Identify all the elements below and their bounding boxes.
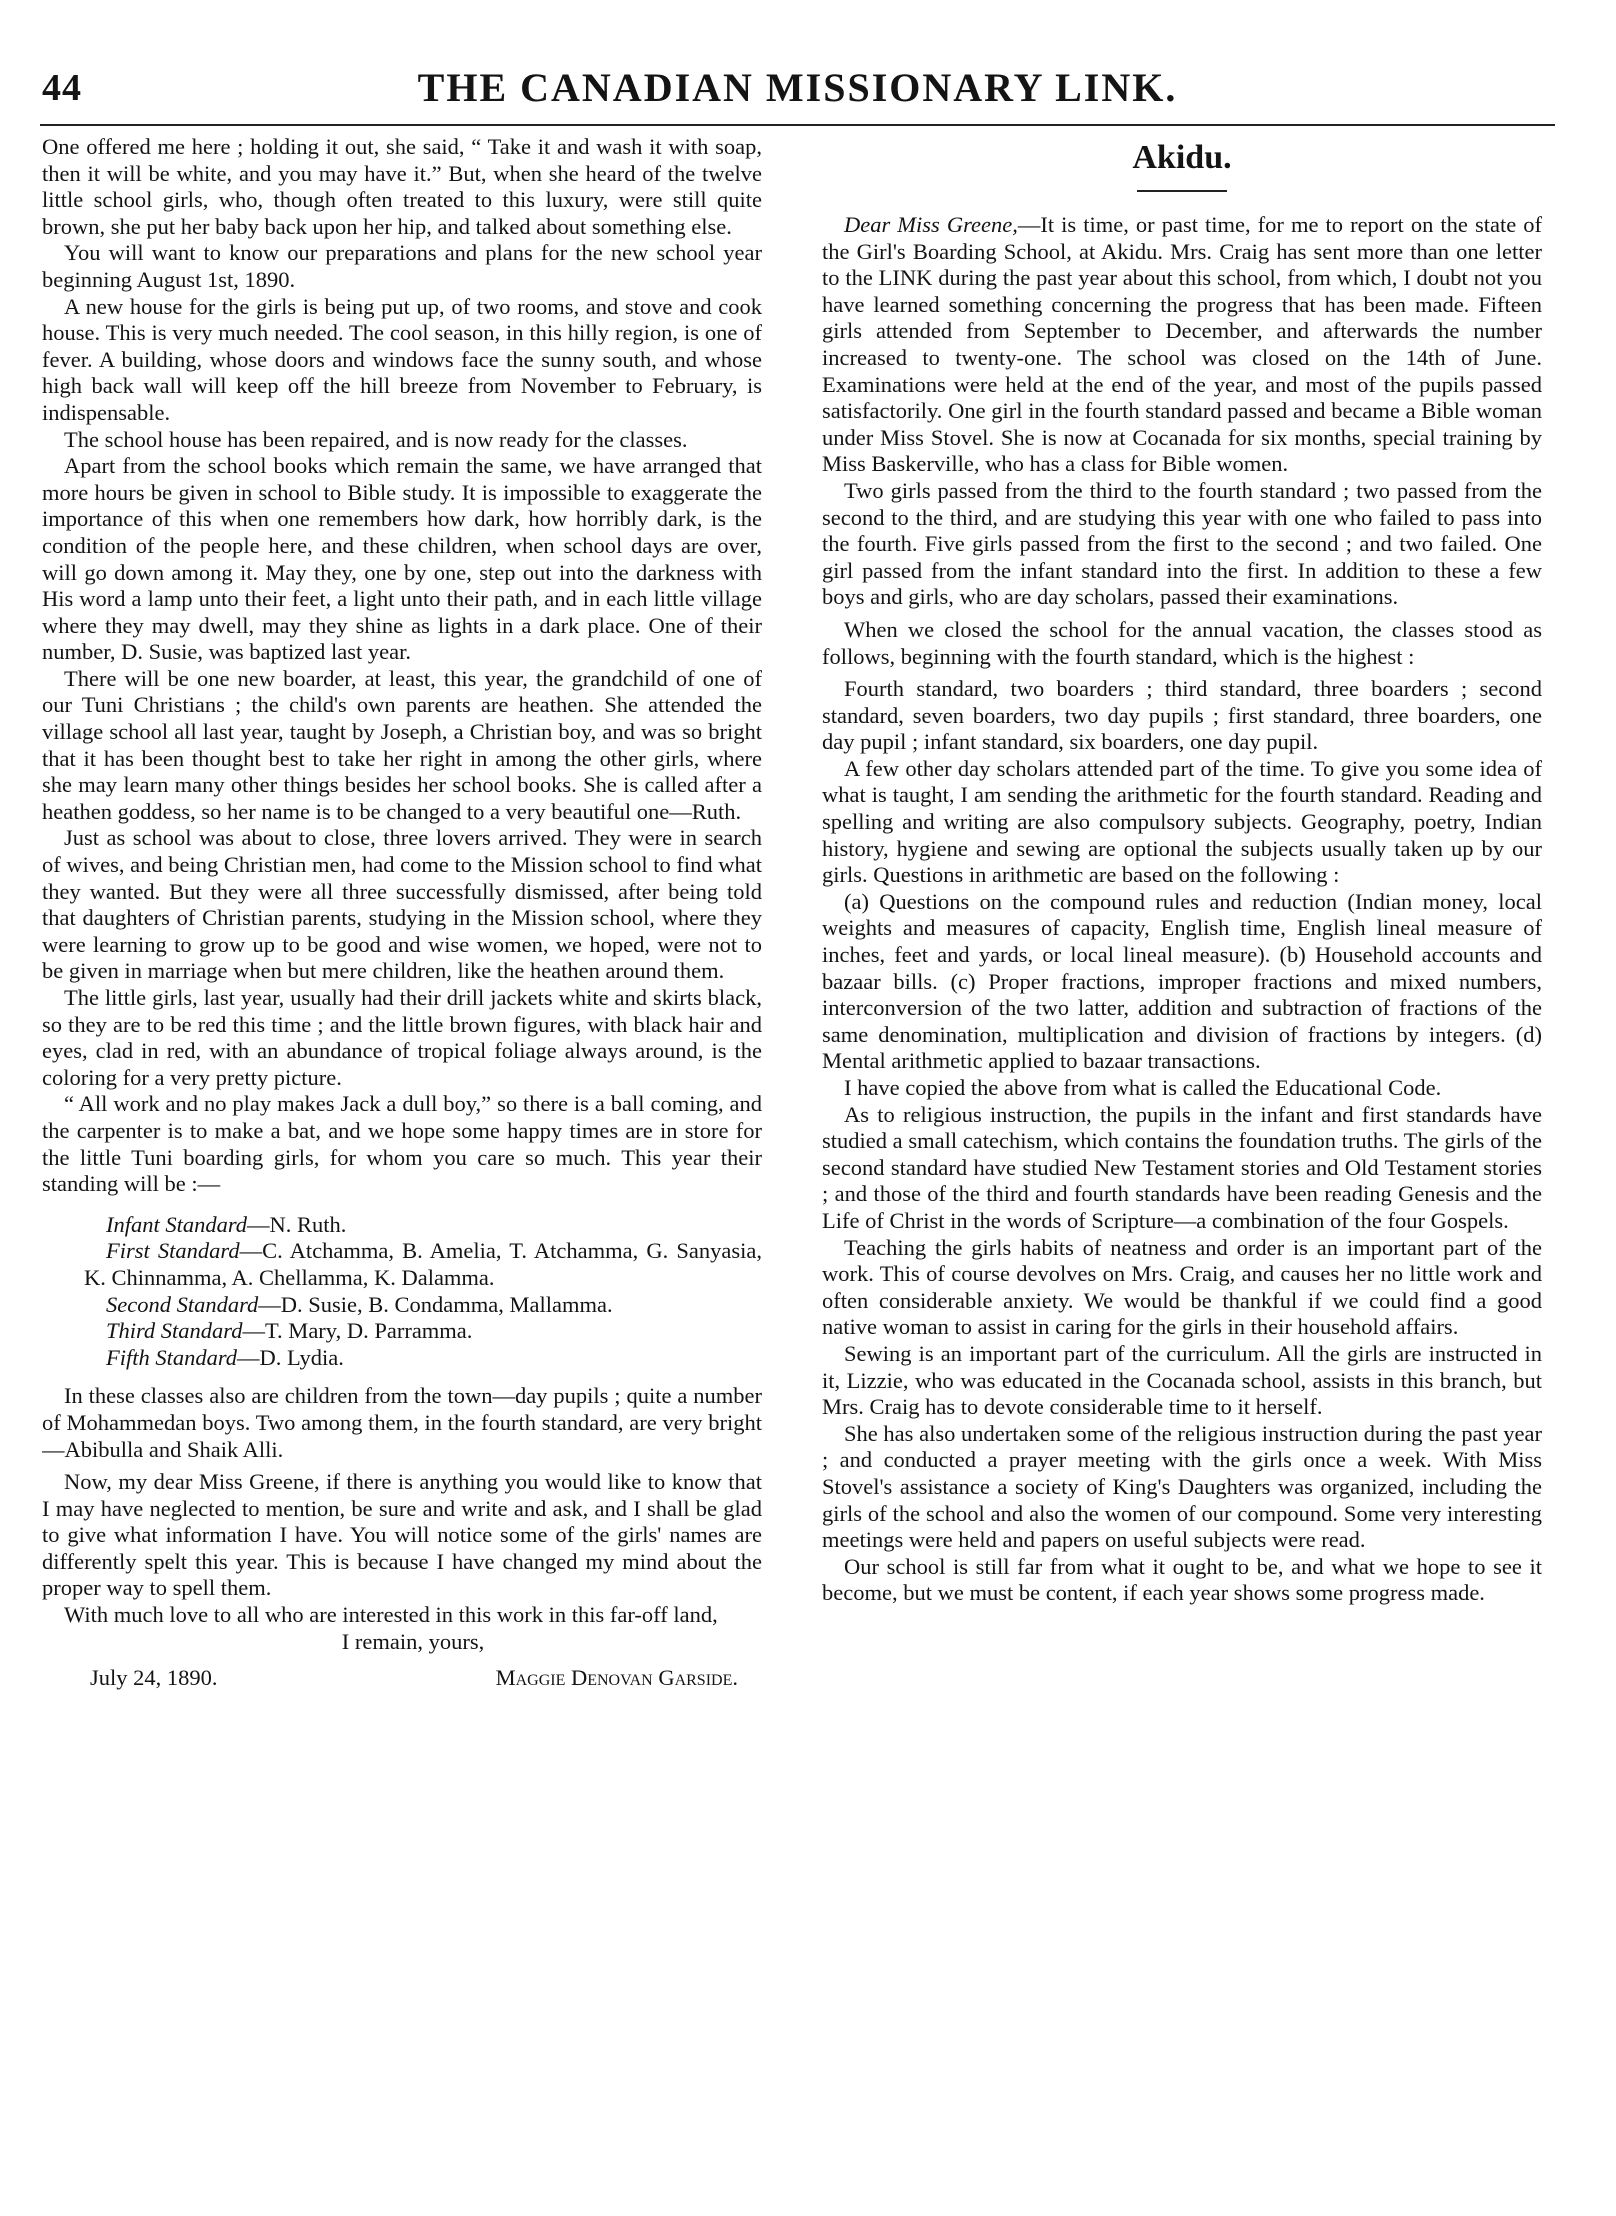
standing-names: —D. Susie, B. Condamma, Mallamma. [258, 1291, 613, 1317]
paragraph: (a) Questions on the compound rules and reduction (Indian money, local weights and measures of capacity, English time, English lineal measure of inches, feet and yards, or local lineal measure). (b) Household accounts and bazaar bills. (c) Proper fractions, improper fractions and mixed numbers, interconversion of the two latter, addition and subtraction of fractions of the same denomination, multiplication and division of fractions by integers. (d) Mental arithmetic applied to bazaar transactions. [822, 888, 1542, 1074]
paragraph: Now, my dear Miss Greene, if there is anything you would like to know that I may have neglected to mention, be sure and write and ask, and I shall be glad to give what information I have. You will notice some of the girls' names are differently spelt this year. This is because I have changed my mind about the proper way to spell them. [42, 1469, 762, 1601]
standing-line [42, 1345, 762, 1372]
paragraph [822, 212, 1542, 478]
article-title: Akidu. [1132, 139, 1232, 176]
paragraph: I have copied the above from what is called the Educational Code. [844, 1075, 1442, 1100]
paragraph: You will want to know our preparations and plans for the new school year beginning August 1st, 1890. [42, 240, 762, 292]
page-number: 44 [42, 67, 82, 109]
standing-level: Third Standard [106, 1318, 243, 1344]
paragraph: The school house has been repaired, and is now ready for the classes. [64, 426, 688, 452]
standing-level: Second Standard [106, 1291, 259, 1317]
standing-names: —N. Ruth. [247, 1211, 347, 1237]
paragraph: There will be one new boarder, at least, this year, the grandchild of one of our Tuni Christians ; the child's own parents are heathen. She attended the village school all last year, taught by Joseph, a Christian boy, and was so bright that it has been thought best to take her right in among the other girls, where she may learn many other things besides her school books. She is called after a heathen goddess, so her name is to be changed to a very beautiful one—Ruth. [42, 665, 762, 824]
standing-level: Infant Standard [106, 1211, 248, 1237]
paragraph: The little girls, last year, usually had their drill jackets white and skirts black, so they are to be red this time ; and the little brown figures, with black hair and eyes, clad in red, with an abundance of tropical foliage always around, is the coloring for a very pretty picture. [42, 985, 762, 1090]
standing-names: —T. Mary, D. Parramma. [242, 1318, 473, 1344]
right-column [822, 134, 1542, 2174]
paragraph: She has also undertaken some of the religious instruction during the past year ; and conducted a prayer meeting with the girls once a week. With Miss Stovel's assistance a society of King's Daughters was organized, including the girls of the school and also the women of our compound. Some very interesting meetings were held and papers on useful subjects were read. [822, 1420, 1542, 1553]
left-column [42, 134, 762, 2174]
paragraph: In these classes also are children from the town—day pupils ; quite a number of Mohammedan boys. Two among them, in the fourth standard, are very bright—Abibulla and Shaik Alli. [42, 1383, 762, 1462]
paragraph-text: —It is time, or past time, for me to report on the state of the Girl's Boarding School, at Akidu. Mrs. Craig has sent more than one letter to the LINK during the past year about this school, from which, I doubt not you have learned something concerning the progress that has been made. Fifteen girls attended from September to December, and afterwards the number increased to twenty-one. The school was closed on the 14th of June. Examinations were held at the end of the year, and most of the pupils passed satisfactorily. One girl in the fourth standard passed and became a Bible woman under Miss Stovel. She is now at Cocanada for six months, special training by Miss Baskerville, who has a class for Bible women. [822, 212, 1542, 477]
standing-names: —C. Atchamma, B. Amelia, T. Atchamma, G. Sanyasia, K. Chinnamma, A. Chellamma, K. Dalamma. [84, 1238, 762, 1290]
signature: Maggie Denovan Garside. [495, 1665, 738, 1691]
paragraph: A few other day scholars attended part of the time. To give you some idea of what is taught, I am sending the arithmetic for the fourth standard. Reading and spelling and writing are also compulsory subjects. Geography, poetry, Indian history, hygiene and sewing are optional the subjects usually taken up by our girls. Questions in arithmetic are based on the following : [822, 755, 1542, 888]
paragraph: Two girls passed from the third to the fourth standard ; two passed from the second to the third, and are studying this year with one who failed to pass into the fourth. Five girls passed from the first to the second ; and two failed. One girl passed from the infant standard into the first. In addition to these a few boys and girls, who are day scholars, passed their examinations. [822, 477, 1542, 610]
standing-level: Fifth Standard [106, 1344, 238, 1370]
paragraph: One offered me here ; holding it out, she said, “ Take it and wash it with soap, then it will be white, and you may have it.” But, when she heard of the twelve little school girls, who, though often treated to this luxury, were still quite brown, she put her baby back upon her hip, and talked about something else. [42, 134, 762, 239]
title-rule [1137, 190, 1227, 192]
standing-line [42, 1238, 762, 1291]
standing-line [42, 1212, 762, 1239]
paragraph: Teaching the girls habits of neatness and order is an important part of the work. This of course devolves on Mrs. Craig, and causes her no little work and often considerable anxiety. We would be thankful if we could find a good native woman to assist in caring for the girls in their household affairs. [822, 1234, 1542, 1340]
paragraph: With much love to all who are interested in this work in this far-off land, [64, 1602, 718, 1628]
paragraph: Apart from the school books which remain the same, we have arranged that more hours be given in school to Bible study. It is impossible to exaggerate the importance of this when one remembers how dark, how horribly dark, is the condition of the people here, and these children, when school days are over, will go down among it. May they, one by one, step out into the darkness with His word a lamp unto their feet, a light unto their path, and in each little village where they may dwell, may they shine as lights in a dark place. One of their number, D. Susie, was baptized last year. [42, 453, 762, 665]
salutation: Dear Miss Greene, [844, 212, 1018, 237]
paragraph: “ All work and no play makes Jack a dull boy,” so there is a ball coming, and the carpenter is to make a bat, and we hope some happy times are in store for the little Tuni boarding girls, for whom you care so much. This year their standing will be :— [42, 1091, 762, 1197]
page-header [40, 62, 1555, 126]
paragraph: A new house for the girls is being put up, of two rooms, and stove and cook house. This is very much needed. The cool season, in this hilly region, is one of fever. A building, whose doors and windows face the sunny south, and whose high back wall will keep off the hill breeze from November to February, is indispensable. [42, 293, 762, 425]
paragraph: Fourth standard, two boarders ; third standard, three boarders ; second standard, seven boarders, two day pupils ; first standard, three boarders, one day pupil ; infant standard, six boarders, one day pupil. [822, 676, 1542, 755]
standings-list [42, 1212, 762, 1372]
letter-date: July 24, 1890. [90, 1665, 218, 1691]
paragraph: Sewing is an important part of the curriculum. All the girls are instructed in it, Lizzie, who was educated in the Cocanada school, assists in this branch, but Mrs. Craig has to devote considerable time to it herself. [822, 1340, 1542, 1420]
paragraph: Just as school was about to close, three lovers arrived. They were in search of wives, and being Christian men, had come to the Mission school to find what they wanted. But they were all three successfully dismissed, after being told that daughters of Christian parents, studying in the Mission school, where they were learning to grow up to be good and wise women, we hoped, were not to be given in marriage when but mere children, like the heathen around them. [42, 825, 762, 984]
closing-line: I remain, yours, [341, 1628, 485, 1654]
standing-level: First Standard [106, 1238, 240, 1264]
standing-names: —D. Lydia. [237, 1344, 344, 1370]
paragraph: When we closed the school for the annual vacation, the classes stood as follows, beginning with the fourth standard, which is the highest : [822, 616, 1542, 669]
signature-row [42, 1665, 762, 1699]
standing-line [42, 1318, 762, 1345]
paragraph: Our school is still far from what it ought to be, and what we hope to see it become, but we must be content, if each year shows some progress made. [822, 1553, 1542, 1606]
paragraph: As to religious instruction, the pupils in the infant and first standards have studied a small catechism, which contains the foundation truths. The girls of the second standard have studied New Testament stories and Old Testament stories ; and those of the third and fourth standards have been reading Genesis and the Life of Christ in the words of Scripture—a combination of the four Gospels. [822, 1101, 1542, 1233]
standing-line [42, 1292, 762, 1319]
journal-title: THE CANADIAN MISSIONARY LINK. [417, 65, 1178, 110]
